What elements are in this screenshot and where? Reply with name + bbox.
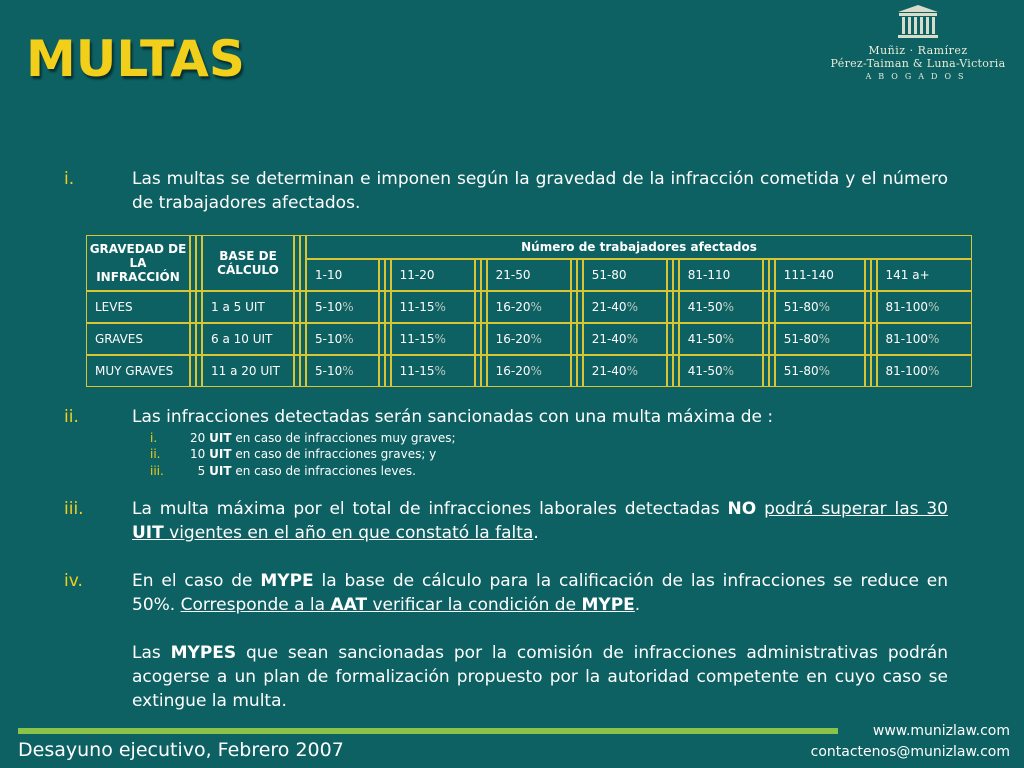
point-number: iii.	[64, 499, 84, 519]
subpoint-iii: iii. 5 UIT en caso de infracciones leves.	[150, 464, 416, 478]
table-row	[86, 291, 972, 323]
point-i	[64, 167, 948, 215]
percentage-cell: 81-100%	[877, 355, 972, 387]
percentage-cell: 21-40%	[583, 291, 667, 323]
range-cell: 111-140	[775, 259, 865, 291]
header-numero: Número de trabajadores afectados	[306, 235, 972, 259]
percentage-cell: 5-10%	[306, 291, 379, 323]
percentage-cell: 11-15%	[391, 291, 475, 323]
point-ii	[64, 405, 948, 429]
subpoint-ii: ii. 10 UIT en caso de infracciones graves; y	[150, 447, 437, 461]
gravedad-cell: MUY GRAVES	[86, 355, 190, 387]
table-row	[86, 355, 972, 387]
point-iv	[64, 569, 948, 617]
percentage-cell: 11-15%	[391, 355, 475, 387]
point-text: La multa máxima por el total de infracciones laborales detectadas NO podrá superar las 30 UIT vigentes en el año en que constató la falta.	[132, 499, 948, 543]
paragraph-text: Las MYPES que sean sancionadas por la comisión de infracciones administrativas podrán acogerse a un plan de formalización propuesto por la autoridad competente en cuyo caso se extingue la multa.	[132, 643, 948, 711]
mypes-paragraph	[64, 641, 948, 713]
percentage-cell: 5-10%	[306, 323, 379, 355]
firm-name-line1: Muñiz · Ramírez	[868, 44, 968, 57]
percentage-cell: 51-80%	[775, 355, 865, 387]
range-cell: 11-20	[391, 259, 475, 291]
header-gravedad: GRAVEDAD DE LA INFRACCIÓN	[86, 235, 190, 291]
percentage-cell: 16-20%	[487, 355, 571, 387]
gravedad-cell: GRAVES	[86, 323, 190, 355]
point-number: ii.	[64, 407, 79, 427]
building-icon	[895, 4, 941, 40]
subpoint-number: ii.	[150, 447, 161, 461]
point-text: Las multas se determinan e imponen según la gravedad de la infracción cometida y el número de trabajadores afectados.	[132, 169, 948, 213]
percentage-cell: 81-100%	[877, 291, 972, 323]
footer-event: Desayuno ejecutivo, Febrero 2007	[18, 739, 344, 761]
website-link[interactable]: www.munizlaw.com	[872, 723, 1010, 739]
percentage-cell: 16-20%	[487, 291, 571, 323]
header-base: BASE DE CÁLCULO	[202, 235, 294, 291]
subpoint-number: i.	[150, 431, 158, 445]
point-text: Las infracciones detectadas serán sancionadas con una multa máxima de :	[132, 407, 774, 427]
point-number: iv.	[64, 571, 83, 591]
point-text: En el caso de MYPE la base de cálculo para la calificación de las infracciones se reduce en 50%. Corresponde a la AAT verificar la condición de MYPE.	[132, 571, 948, 615]
percentage-cell: 16-20%	[487, 323, 571, 355]
percentage-cell: 41-50%	[679, 355, 763, 387]
percentage-cell: 21-40%	[583, 355, 667, 387]
footer-bar	[18, 728, 838, 734]
range-cell: 81-110	[679, 259, 763, 291]
range-cell: 141 a+	[877, 259, 972, 291]
email-link[interactable]: contactenos@munizlaw.com	[810, 744, 1010, 760]
range-cell: 1-10	[306, 259, 379, 291]
base-cell: 11 a 20 UIT	[202, 355, 294, 387]
percentage-cell: 81-100%	[877, 323, 972, 355]
footer-contact	[811, 721, 1010, 763]
percentage-cell: 5-10%	[306, 355, 379, 387]
fines-table	[86, 235, 972, 387]
firm-tagline: ABOGADOS	[865, 72, 971, 81]
percentage-cell: 41-50%	[679, 323, 763, 355]
range-cell: 21-50	[487, 259, 571, 291]
gravedad-cell: LEVES	[86, 291, 190, 323]
percentage-cell: 11-15%	[391, 323, 475, 355]
percentage-cell: 51-80%	[775, 323, 865, 355]
table-row	[86, 323, 972, 355]
firm-name-line2: Pérez-Taiman & Luna-Victoria	[830, 57, 1006, 70]
subpoint-number: iii.	[150, 464, 164, 478]
percentage-cell: 21-40%	[583, 323, 667, 355]
percentage-cell: 51-80%	[775, 291, 865, 323]
point-number: i.	[64, 169, 75, 189]
slide-title: MULTAS	[26, 30, 245, 88]
base-cell: 1 a 5 UIT	[202, 291, 294, 323]
percentage-cell: 41-50%	[679, 291, 763, 323]
subpoint-i: i. 20 UIT en caso de infracciones muy graves;	[150, 431, 456, 445]
point-iii	[64, 497, 948, 545]
firm-logo	[820, 4, 1016, 81]
base-cell: 6 a 10 UIT	[202, 323, 294, 355]
range-cell: 51-80	[583, 259, 667, 291]
